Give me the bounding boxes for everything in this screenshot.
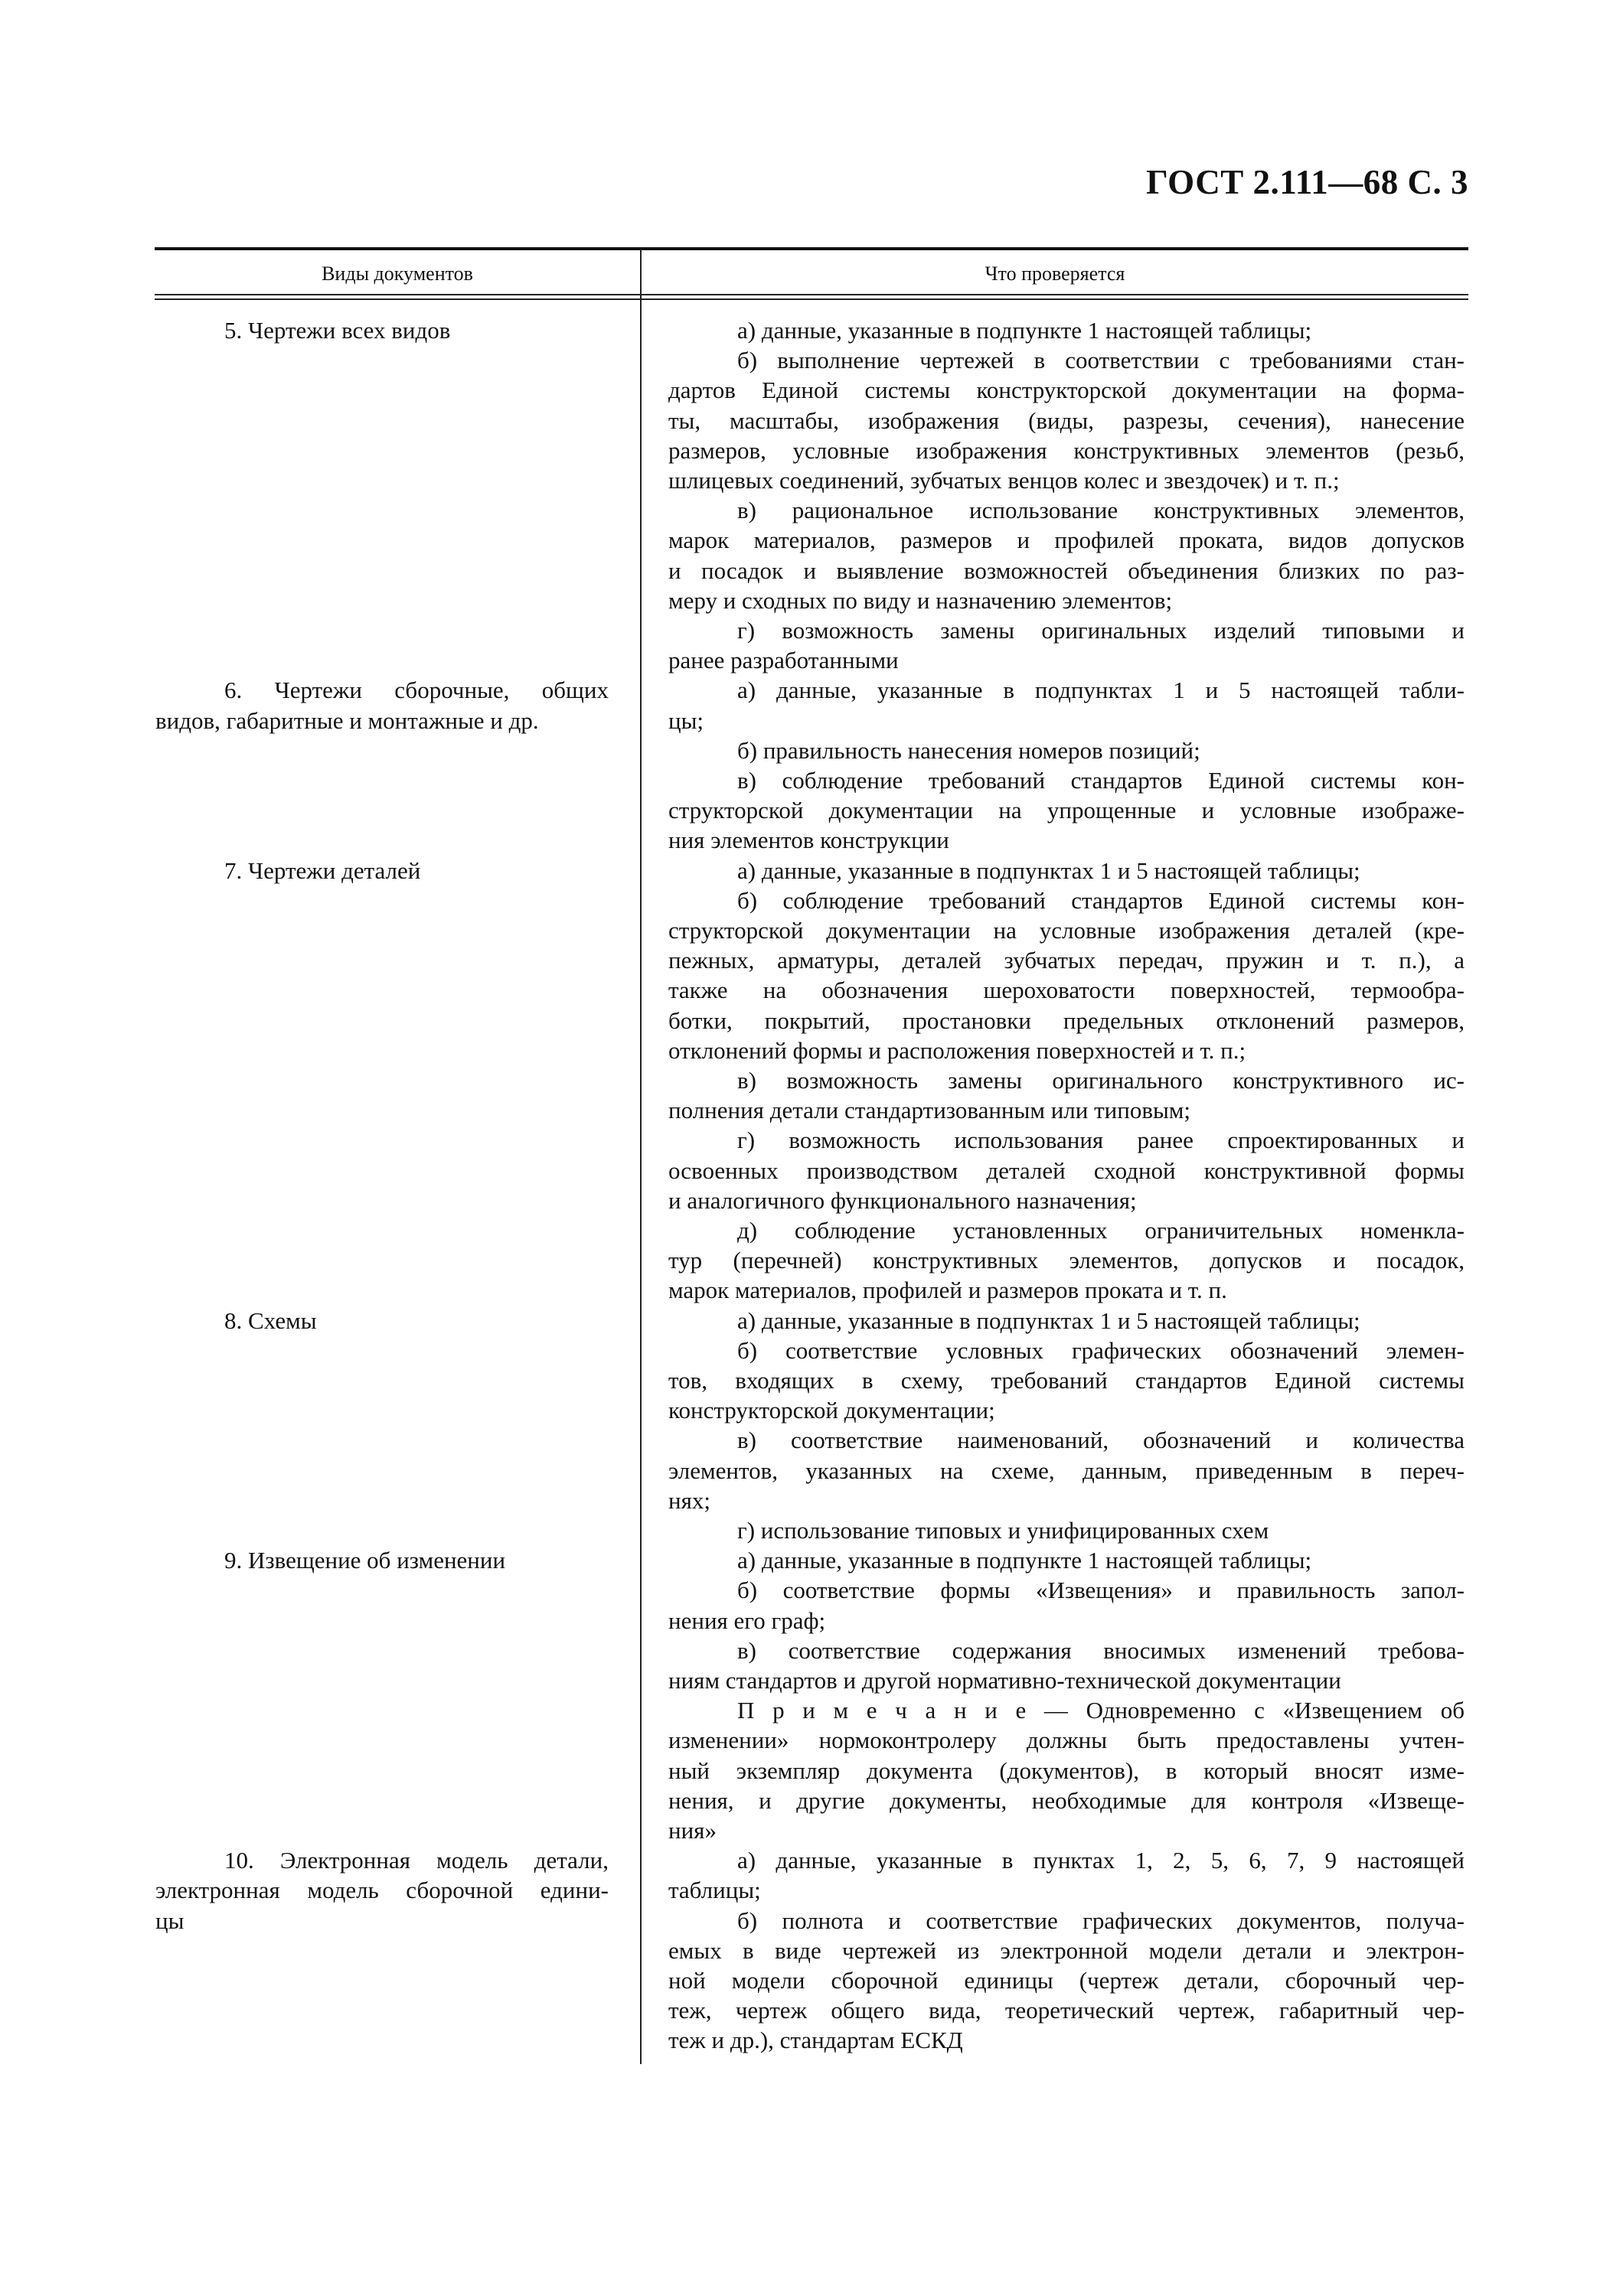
check-item-line: теж, чертеж общего вида, теоретический чертеж, габаритный чер- [668,1997,1465,2024]
check-item-line: дартов Единой системы конструкторской документации на форма- [668,377,1465,404]
check-item-line: ниям стандартов и другой нормативно-технической документации [668,1667,1341,1694]
check-item-line: ния» [668,1817,717,1844]
document-type-line: 9. Извещение об изменении [224,1547,506,1574]
check-item-line: ной модели сборочной единицы (чертеж детали, сборочный чер- [668,1967,1465,1994]
table-top-rule [155,247,1468,250]
check-item-line: тур (перечней) конструктивных элементов, допусков и посадок, [668,1247,1465,1274]
check-item-line: а) данные, указанные в пунктах 1, 2, 5, 6, 7, 9 настоящей [737,1847,1465,1874]
check-item-line: марок материалов, профилей и размеров проката и т. п. [668,1277,1227,1304]
check-item-line: размеров, условные изображения конструктивных элементов (резьб, [668,436,1465,464]
check-item-line: б) соответствие условных графических обозначений элемен- [737,1336,1465,1364]
check-item-line: элементов, указанных на схеме, данным, приведенным в переч- [668,1456,1465,1484]
column-header-document-types: Виды документов [322,263,473,285]
document-type-line: 6. Чертежи сборочные, общих [224,677,609,704]
check-item-line: освоенных производством деталей сходной конструктивной формы [668,1156,1465,1184]
check-item-line: в) соответствие содержания вносимых изменений требова- [737,1636,1465,1664]
check-item-line: также на обозначения шероховатости поверхностей, термообра- [668,977,1465,1004]
check-item-line: ты, масштабы, изображения (виды, разрезы, сечения), нанесение [668,406,1465,434]
document-type-line: цы [155,1906,185,1934]
table-header-rule [155,294,1468,295]
check-item-line: в) соответствие наименований, обозначений и количества [737,1427,1465,1454]
document-type-line: 7. Чертежи деталей [224,856,421,884]
check-item-line: П р и м е ч а н и е — Одновременно с «Извещением об [737,1697,1465,1724]
check-item-line: цы; [668,706,704,734]
document-page-title: ГОСТ 2.111—68 С. 3 [1146,163,1468,201]
check-item-line: теж и др.), стандартам ЕСКД [668,2027,963,2054]
check-item-line: ботки, покрытий, простановки предельных отклонений размеров, [668,1006,1465,1034]
check-item-line: б) соблюдение требований стандартов Единой системы кон- [737,886,1465,914]
document-type-line: электронная модель сборочной едини- [155,1877,609,1904]
check-item-line: нения, и другие документы, необходимые для контроля «Извеще- [668,1786,1465,1814]
check-item-line: таблицы; [668,1877,761,1904]
check-item-line: а) данные, указанные в подпунктах 1 и 5 настоящей таблицы; [737,1306,1360,1334]
check-item-line: в) возможность замены оригинального конструктивного ис- [737,1067,1465,1094]
check-item-line: в) соблюдение требований стандартов Единой системы кон- [737,767,1465,794]
check-item-line: г) возможность использования ранее спроектированных и [737,1127,1465,1154]
table-header-rule-double [155,298,1468,300]
check-item-line: структорской документации на условные изображения деталей (кре- [668,917,1465,944]
document-type-line: 8. Схемы [224,1306,317,1334]
check-item-line: марок материалов, размеров и профилей проката, видов допусков [668,527,1465,554]
check-item-line: ный экземпляр документа (документов), в который вносят изме- [668,1756,1465,1784]
check-item-line: г) использование типовых и унифицированных схем [737,1517,1269,1544]
page-header [0,162,1468,202]
check-item-line: нях; [668,1486,710,1514]
check-item-line: а) данные, указанные в подпункте 1 настоящей таблицы; [737,1547,1312,1574]
document-type-line: 5. Чертежи всех видов [224,317,451,344]
check-item-line: ранее разработанными [668,647,899,674]
check-item-line: и аналогичного функционального назначения; [668,1186,1137,1214]
check-item-line: конструкторской документации; [668,1397,995,1424]
column-divider [640,249,642,2064]
check-item-line: пежных, арматуры, деталей зубчатых передач, пружин и т. п.), а [668,947,1465,974]
check-item-line: в) рациональное использование конструктивных элементов, [737,497,1465,524]
check-item-line: ния элементов конструкции [668,827,949,854]
check-item-line: шлицевых соединений, зубчатых венцов колес и звездочек) и т. п.; [668,467,1340,494]
check-item-line: отклонений формы и расположения поверхностей и т. п.; [668,1036,1246,1064]
check-item-line: а) данные, указанные в подпунктах 1 и 5 настоящей табли- [737,677,1465,704]
check-item-line: б) полнота и соответствие графических документов, получа- [737,1906,1465,1934]
check-item-line: д) соблюдение установленных ограничительных номенкла- [737,1217,1465,1244]
check-item-line: полнения детали стандартизованным или типовым; [668,1097,1191,1124]
check-item-line: а) данные, указанные в подпункте 1 настоящей таблицы; [737,317,1312,344]
document-type-line: видов, габаритные и монтажные и др. [155,706,539,734]
check-item-line: тов, входящих в схему, требований стандартов Единой системы [668,1367,1465,1394]
check-item-line: и посадок и выявление возможностей объединения близких по раз- [668,556,1465,584]
check-item-line: г) возможность замены оригинальных изделий типовыми и [737,617,1465,644]
check-item-line: б) правильность нанесения номеров позиций; [737,736,1200,764]
document-type-line: 10. Электронная модель детали, [224,1847,609,1874]
check-item-line: б) соответствие формы «Извещения» и правильность запол- [737,1577,1465,1604]
check-item-line: а) данные, указанные в подпунктах 1 и 5 настоящей таблицы; [737,856,1360,884]
column-header-checks: Что проверяется [985,263,1125,285]
check-item-line: емых в виде чертежей из электронной модели детали и электрон- [668,1936,1465,1964]
check-item-line: нения его граф; [668,1606,826,1634]
check-item-line: изменении» нормоконтролеру должны быть предоставлены учтен- [668,1727,1465,1754]
check-item-line: меру и сходных по виду и назначению элементов; [668,586,1173,614]
check-item-line: структорской документации на упрощенные и условные изображе- [668,797,1465,824]
check-item-line: б) выполнение чертежей в соответствии с требованиями стан- [737,347,1465,374]
